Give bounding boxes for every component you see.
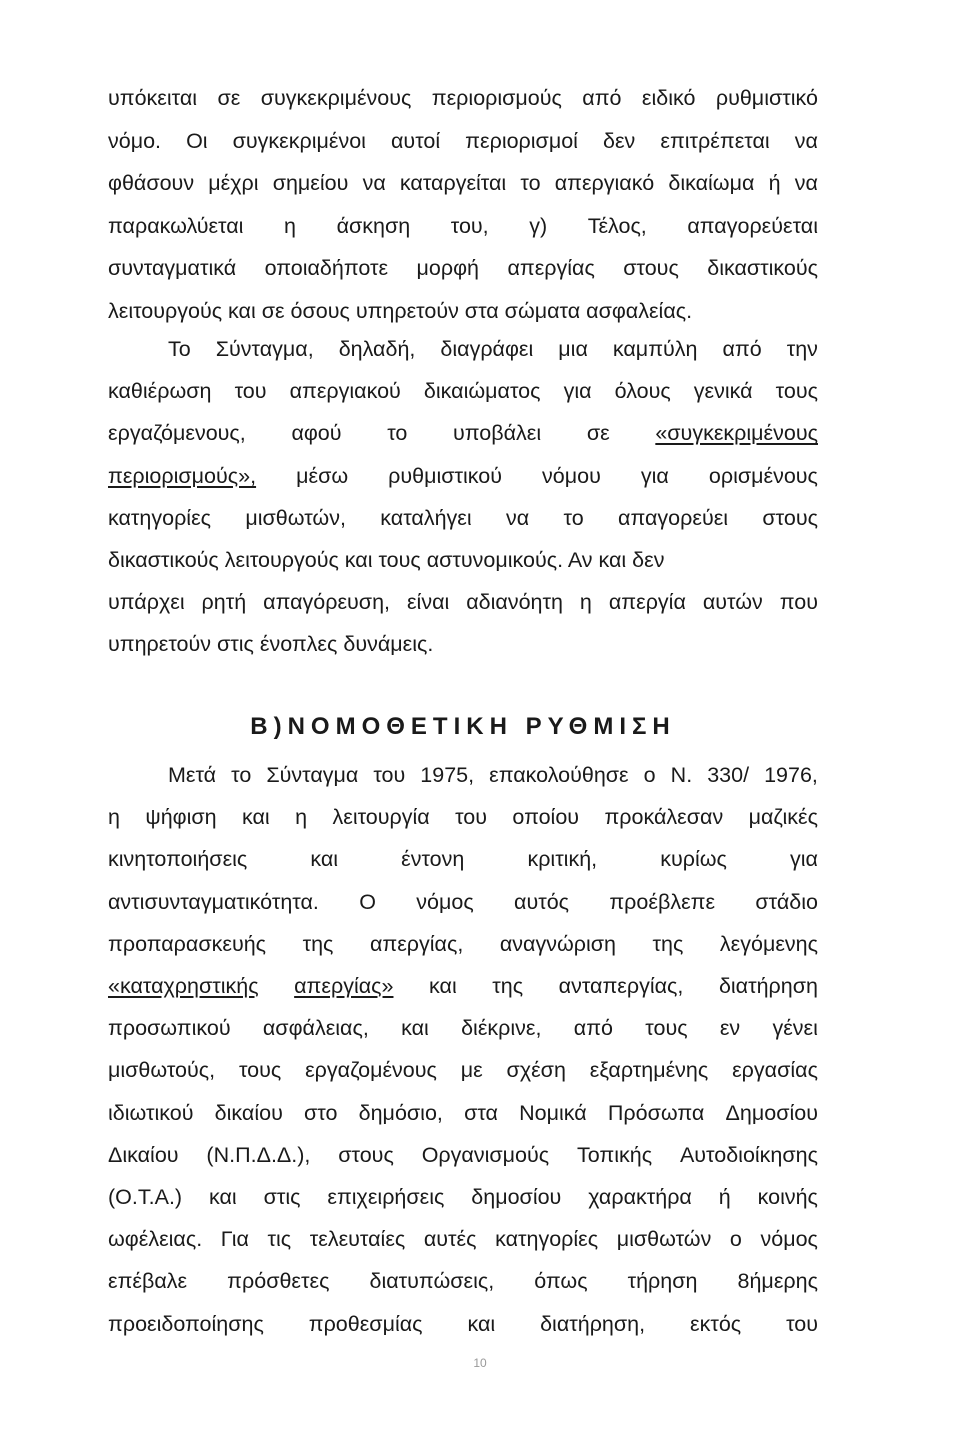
word: προθεσμίας xyxy=(308,1311,423,1336)
text-line xyxy=(108,588,818,616)
text-line xyxy=(108,1014,818,1042)
word: Ο xyxy=(359,889,376,914)
word: Αυτοδιοίκησης xyxy=(679,1142,818,1167)
word: μαζικές xyxy=(748,805,818,830)
word: του, xyxy=(450,213,489,238)
word: με xyxy=(460,1058,483,1083)
word: να xyxy=(794,128,818,153)
word: αυτοί xyxy=(391,128,441,153)
word: δηλαδή, xyxy=(338,337,416,361)
word: εργασίας xyxy=(732,1058,818,1083)
word: Ν. xyxy=(670,763,693,787)
word: της xyxy=(492,974,524,998)
text-line xyxy=(168,761,818,789)
word: σε xyxy=(586,421,610,446)
word: νόμο. xyxy=(108,128,162,153)
word: μέχρι xyxy=(208,171,259,195)
word: νόμος xyxy=(760,1227,818,1252)
word: καμπύλη xyxy=(612,337,698,361)
word: διέκρινε, xyxy=(461,1016,542,1041)
word: Νομικά xyxy=(519,1100,587,1125)
word: και xyxy=(242,805,270,830)
word: απαγορεύεται xyxy=(687,213,818,238)
text-line xyxy=(108,169,818,197)
word: σε xyxy=(217,86,241,110)
word: προσωπικού xyxy=(108,1016,231,1041)
word: λεγόμενης xyxy=(719,931,818,956)
word: τελευταίες xyxy=(309,1227,406,1252)
word: μέσω xyxy=(296,463,349,488)
word: κινητοποιήσεις xyxy=(108,847,248,872)
text-line xyxy=(108,803,818,831)
word: γ) xyxy=(529,213,548,238)
word: καταλήγει xyxy=(380,505,472,530)
text-line: υπηρετούν στις ένοπλες δυνάμεις. xyxy=(108,632,434,657)
word: δικαίωμα xyxy=(668,171,755,195)
word: να xyxy=(794,171,818,195)
word: απεργίας, xyxy=(369,931,464,956)
word: η xyxy=(579,590,592,615)
word: δικαιώματος xyxy=(423,379,541,404)
word: κατηγορίες xyxy=(108,505,212,530)
text-line xyxy=(108,377,818,405)
text-line xyxy=(108,462,818,490)
word: ρυθμιστικό xyxy=(715,86,818,110)
word: και xyxy=(208,1185,237,1209)
word: εν xyxy=(719,1016,741,1041)
word: απαγόρευση, xyxy=(263,590,391,615)
text-line: λειτουργούς και σε όσους υπηρετούν στα σώματα ασφαλείας. xyxy=(108,298,693,323)
word: έντονη xyxy=(401,847,465,872)
word: στάδιο xyxy=(755,889,818,914)
word: Για xyxy=(220,1227,249,1252)
word: κυρίως xyxy=(660,847,727,872)
word: από xyxy=(573,1016,614,1041)
word: σημείου xyxy=(272,171,349,195)
word: δημοσίου xyxy=(471,1185,562,1209)
word: να xyxy=(506,505,530,530)
word: τους xyxy=(775,379,818,404)
word: εκτός xyxy=(690,1311,742,1336)
word: η xyxy=(295,805,308,830)
word: σχέση xyxy=(506,1058,566,1083)
text-line xyxy=(108,254,818,282)
word: διατήρηση xyxy=(718,974,818,998)
word: απαγορεύει xyxy=(618,505,729,530)
word: αδιανόητη xyxy=(466,590,563,615)
word: κριτική, xyxy=(527,847,598,872)
word: επιτρέπεται xyxy=(660,128,770,153)
word: δικαίου xyxy=(214,1100,283,1125)
word: μισθωτών xyxy=(616,1227,712,1252)
word: «καταχρηστικής xyxy=(108,974,259,998)
word: οποιαδήποτε xyxy=(264,256,389,280)
text-line xyxy=(168,335,818,363)
text-line xyxy=(108,930,818,958)
word: αφού xyxy=(291,421,342,446)
word: ειδικό xyxy=(641,86,696,110)
word: και xyxy=(429,974,457,998)
word: αναγνώριση xyxy=(499,931,616,956)
word: Σύνταγμα, xyxy=(215,337,314,361)
word: απεργιακό xyxy=(554,171,655,195)
word: εργαζομένους xyxy=(305,1058,437,1083)
word: στο xyxy=(304,1100,338,1125)
word: για xyxy=(563,379,592,404)
word: της xyxy=(302,931,334,956)
word: περιορισμοί xyxy=(465,128,578,153)
word: ή xyxy=(768,171,781,195)
word: ο xyxy=(729,1227,742,1252)
text-line xyxy=(108,84,818,112)
word: και xyxy=(467,1311,496,1336)
word: φθάσουν xyxy=(108,171,195,195)
word: νόμου xyxy=(542,463,601,488)
word: (Ο.Τ.Α.) xyxy=(108,1185,183,1209)
word: διατυπώσεις, xyxy=(369,1269,495,1294)
word: διαγράφει xyxy=(440,337,534,361)
word: 1975, xyxy=(420,763,475,787)
word: Το xyxy=(168,337,191,361)
word: μισθωτούς, xyxy=(108,1058,216,1083)
word: Μετά xyxy=(168,763,217,787)
word: το xyxy=(520,171,541,195)
word: ασφάλειας, xyxy=(262,1016,369,1041)
word: ορισμένους xyxy=(708,463,818,488)
text-line xyxy=(108,212,818,240)
word: όλους xyxy=(614,379,671,404)
text-line xyxy=(108,1099,818,1127)
word: ωφέλειας. xyxy=(108,1227,203,1252)
word: τους xyxy=(238,1058,282,1083)
word: τις xyxy=(267,1227,292,1252)
word: για xyxy=(789,847,818,872)
word: γένει xyxy=(772,1016,818,1041)
word: στους xyxy=(338,1142,394,1167)
word: ή xyxy=(718,1185,731,1209)
word: αυτές xyxy=(423,1227,477,1252)
word: μορφή xyxy=(416,256,480,280)
word: αυτός xyxy=(514,889,570,914)
word: απεργιακού xyxy=(289,379,401,404)
word: γενικά xyxy=(693,379,753,404)
word: παρακωλύεται xyxy=(108,213,244,238)
word: καταργείται xyxy=(399,171,507,195)
word: ιδιωτικού xyxy=(108,1100,194,1125)
word: δικαστικούς xyxy=(707,256,818,280)
word: κοινής xyxy=(757,1185,818,1209)
text-line xyxy=(108,127,818,155)
word: υποβάλει xyxy=(453,421,542,446)
word: συνταγματικά xyxy=(108,256,237,280)
word: στους xyxy=(762,505,818,530)
word: το xyxy=(563,505,584,530)
word: δημόσιο, xyxy=(358,1100,443,1125)
word: από xyxy=(582,86,622,110)
word: προέβλεπε xyxy=(609,889,716,914)
word: στις xyxy=(263,1185,301,1209)
text-line: δικαστικούς λειτουργούς και τους αστυνομικούς. Αν και δεν xyxy=(108,548,665,572)
text-line xyxy=(108,1183,818,1211)
text-line xyxy=(108,504,818,532)
word: ψήφιση xyxy=(145,805,217,830)
text-line xyxy=(108,419,818,447)
section-heading: Β)ΝΟΜΟΘΕΤΙΚΗ ΡΥΘΜΙΣΗ xyxy=(250,713,676,740)
word: και xyxy=(310,847,339,872)
page-number: 10 xyxy=(473,1356,487,1370)
word: για xyxy=(640,463,669,488)
word: συγκεκριμένοι xyxy=(232,128,366,153)
word: ρυθμιστικού xyxy=(388,463,503,488)
word: νόμος xyxy=(416,889,474,914)
word: η xyxy=(108,805,120,830)
word: 1976, xyxy=(764,763,818,787)
word: στους xyxy=(623,256,679,280)
word: λειτουργία xyxy=(332,805,430,830)
word: αυτών xyxy=(702,590,763,615)
word: και xyxy=(401,1016,429,1041)
word: «συγκεκριμένους xyxy=(655,421,818,446)
text-line xyxy=(108,845,818,873)
word: (Ν.Π.Δ.Δ.), xyxy=(206,1142,311,1167)
word: χαρακτήρα xyxy=(588,1185,692,1209)
word: να xyxy=(362,171,386,195)
word: απεργία xyxy=(608,590,686,615)
word: αντισυνταγματικότητα. xyxy=(108,889,319,914)
word: καθιέρωση xyxy=(108,379,212,404)
word: Δικαίου xyxy=(108,1142,179,1167)
word: συγκεκριμένους xyxy=(260,86,412,110)
word: υπόκειται xyxy=(108,86,198,110)
word: η xyxy=(284,213,296,238)
text-line xyxy=(108,1310,818,1338)
word: Οργανισμούς xyxy=(421,1142,550,1167)
word: οποίου xyxy=(512,805,580,830)
word: άσκηση xyxy=(336,213,411,238)
word: προειδοποίησης xyxy=(108,1311,264,1336)
word: Πρόσωπα xyxy=(607,1100,705,1125)
text-line xyxy=(108,888,818,916)
word: εξαρτημένης xyxy=(589,1058,709,1083)
word: όπως xyxy=(534,1269,588,1294)
word: του xyxy=(786,1311,818,1336)
word: 8ήμερης xyxy=(737,1269,818,1294)
text-line xyxy=(108,1141,818,1169)
word: μισθωτών, xyxy=(245,505,346,530)
word: ρητή xyxy=(201,590,247,615)
word: του xyxy=(234,379,267,404)
word: της xyxy=(652,931,684,956)
word: περιορισμούς xyxy=(431,86,562,110)
word: την xyxy=(786,337,818,361)
word: υπάρχει xyxy=(108,590,185,615)
word: του xyxy=(373,763,406,787)
word: 330/ xyxy=(707,763,750,787)
word: το xyxy=(231,763,252,787)
text-line xyxy=(108,972,818,1000)
word: απεργίας xyxy=(507,256,595,280)
text-line xyxy=(108,1267,818,1295)
word: διατήρηση, xyxy=(540,1311,646,1336)
word: επιχειρήσεις xyxy=(327,1185,445,1209)
word: κατηγορίες xyxy=(495,1227,599,1252)
word: Οι xyxy=(186,128,208,153)
word: από xyxy=(722,337,762,361)
word: ο xyxy=(643,763,656,787)
word: προκάλεσαν xyxy=(604,805,724,830)
word: προπαρασκευής xyxy=(108,931,267,956)
text-line xyxy=(108,1225,818,1253)
word: ανταπεργίας, xyxy=(558,974,684,998)
word: μια xyxy=(558,337,588,361)
word: που xyxy=(779,590,818,615)
word: Τέλος, xyxy=(587,213,647,238)
text-line xyxy=(108,1056,818,1084)
word: εργαζόμενους, xyxy=(108,421,246,446)
word: τήρηση xyxy=(627,1269,698,1294)
word: Σύνταγμα xyxy=(266,763,359,787)
word: πρόσθετες xyxy=(227,1269,330,1294)
word: τους xyxy=(645,1016,688,1041)
word: στα xyxy=(464,1100,498,1125)
word: επέβαλε xyxy=(108,1269,188,1294)
word: Δημοσίου xyxy=(725,1100,818,1125)
word: το xyxy=(387,421,408,446)
word: απεργίας» xyxy=(294,974,394,998)
word: του xyxy=(455,805,488,830)
word: περιορισμούς», xyxy=(108,463,257,488)
word: είναι xyxy=(406,590,450,615)
word: Τοπικής xyxy=(576,1142,653,1167)
word: δεν xyxy=(603,128,636,153)
word: επακολούθησε xyxy=(489,763,629,787)
